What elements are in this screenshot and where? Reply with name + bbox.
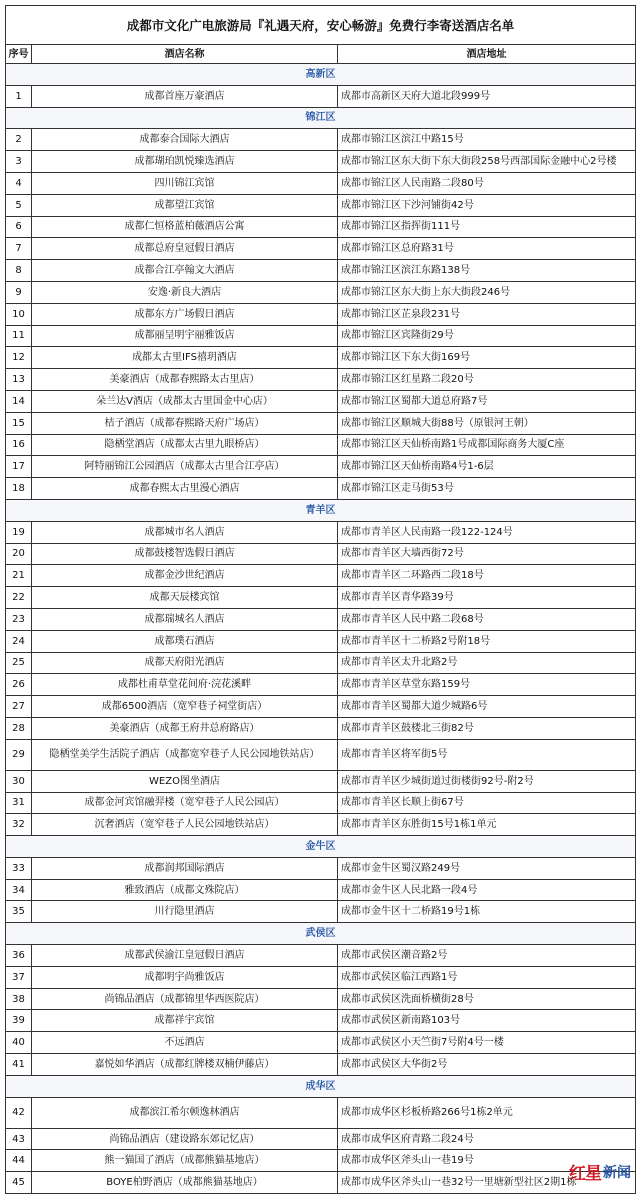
table-row [6,390,636,412]
hotel-name: 成都鼓楼智选假日酒店 [32,543,338,565]
hotel-name: 成都总府皇冠假日酒店 [32,238,338,260]
hotel-number: 20 [6,543,32,565]
hotel-address: 成都市成华区斧头山一巷19号 [338,1150,636,1172]
hotel-name: 成都璞石酒店 [32,630,338,652]
district-row [6,64,636,86]
hotel-number: 34 [6,879,32,901]
hotel-name: 沉奢酒店（宽窄巷子人民公园地铁站店） [32,814,338,836]
hotel-number: 45 [6,1172,32,1194]
hotel-address: 成都市青羊区人民中路二段68号 [338,608,636,630]
table-row [6,587,636,609]
hotel-number: 16 [6,434,32,456]
hotel-name: 成都6500酒店（宽窄巷子祠堂街店） [32,696,338,718]
hotel-name: 成都瑞城名人酒店 [32,608,338,630]
table-row [6,1150,636,1172]
hotel-number: 38 [6,988,32,1010]
table-row [6,434,636,456]
hotel-name: 成都杜甫草堂花间府·浣花溪畔 [32,674,338,696]
table-row [6,739,636,770]
district-row [6,107,636,129]
hotel-number: 14 [6,390,32,412]
hotel-number: 26 [6,674,32,696]
table-row [6,281,636,303]
hotel-number: 4 [6,172,32,194]
hotel-number: 33 [6,857,32,879]
table-row [6,1128,636,1150]
district-row [6,836,636,858]
table-row [6,565,636,587]
hotel-name: BOYE柏野酒店（成都熊猫基地店） [32,1172,338,1194]
hotel-address: 成都市武侯区大华街2号 [338,1054,636,1076]
watermark-red-text: 红星 [569,1164,601,1185]
hotel-address: 成都市青羊区长顺上街67号 [338,792,636,814]
district-name: 武侯区 [6,923,636,945]
hotel-name: 成都润邦国际酒店 [32,857,338,879]
table-row [6,1032,636,1054]
hotel-number: 43 [6,1128,32,1150]
table-row [6,194,636,216]
hotel-number: 21 [6,565,32,587]
hotel-address: 成都市锦江区东大街上东大街段246号 [338,281,636,303]
table-row [6,988,636,1010]
hotel-name: 四川锦江宾馆 [32,172,338,194]
table-row [6,792,636,814]
table-row [6,172,636,194]
table-title: 成都市文化广电旅游局『礼遇天府，安心畅游』免费行李寄送酒店名单 [6,6,636,45]
hotel-number: 5 [6,194,32,216]
hotel-address: 成都市锦江区天仙桥南路4号1-6层 [338,456,636,478]
hotel-number: 44 [6,1150,32,1172]
hotel-name: 成都天辰楼宾馆 [32,587,338,609]
hotel-number: 42 [6,1097,32,1128]
table-row [6,303,636,325]
table-row [6,717,636,739]
hotel-name: 成都天府阳光酒店 [32,652,338,674]
hotel-address: 成都市青羊区太升北路2号 [338,652,636,674]
hotel-number: 31 [6,792,32,814]
hotel-name: 尚锦品酒店（成都锦里华西医院店） [32,988,338,1010]
hotel-address: 成都市锦江区东大街下东大街段258号西部国际金融中心2号楼 [338,151,636,173]
hotel-name: 成都望江宾馆 [32,194,338,216]
hotel-address: 成都市成华区杉板桥路266号1栋2单元 [338,1097,636,1128]
hotel-number: 41 [6,1054,32,1076]
table-row [6,238,636,260]
hotel-number: 22 [6,587,32,609]
watermark-blue-text: 新闻 [603,1164,631,1181]
hotel-name: 成都瑚珀凯悦臻选酒店 [32,151,338,173]
hotel-number: 36 [6,945,32,967]
page [5,5,635,1194]
hotel-address: 成都市高新区天府大道北段999号 [338,85,636,107]
table-row [6,260,636,282]
table-row [6,325,636,347]
hotel-name: 成都丽呈明宇丽雅饭店 [32,325,338,347]
hotel-number: 1 [6,85,32,107]
hotel-number: 10 [6,303,32,325]
table-row [6,901,636,923]
hotel-number: 15 [6,412,32,434]
hotel-address: 成都市锦江区红星路二段20号 [338,369,636,391]
hotel-address: 成都市青羊区少城街道过街楼街92号-附2号 [338,770,636,792]
hotel-name: 美豪酒店（成都王府井总府路店） [32,717,338,739]
table-row [6,608,636,630]
hotel-name: 成都太古里IFS禧玥酒店 [32,347,338,369]
table-row [6,945,636,967]
district-name: 锦江区 [6,107,636,129]
hotel-name: 隐栖堂美学生活院子酒店（成都宽窄巷子人民公园地铁站店） [32,739,338,770]
district-name: 金牛区 [6,836,636,858]
table-row [6,478,636,500]
table-row [6,369,636,391]
hotel-address: 成都市锦江区顺城大街88号（原银河王朝） [338,412,636,434]
hotel-name: 成都武侯渝江皇冠假日酒店 [32,945,338,967]
hotel-name: 朵兰达V酒店（成都太古里国金中心店） [32,390,338,412]
hotel-address: 成都市武侯区新南路103号 [338,1010,636,1032]
hotel-name: 成都春熙太古里漫心酒店 [32,478,338,500]
district-name: 青羊区 [6,499,636,521]
hotel-number: 17 [6,456,32,478]
hotel-name: 成都东方广场假日酒店 [32,303,338,325]
table-row [6,216,636,238]
hotel-number: 18 [6,478,32,500]
hotel-number: 35 [6,901,32,923]
column-header-address: 酒店地址 [338,45,636,64]
table-row [6,412,636,434]
hotel-address: 成都市锦江区滨江东路138号 [338,260,636,282]
hotel-number: 3 [6,151,32,173]
hotel-address: 成都市武侯区洗面桥横街28号 [338,988,636,1010]
table-row [6,814,636,836]
district-row [6,1075,636,1097]
hotel-address: 成都市锦江区指挥街111号 [338,216,636,238]
hotel-number: 13 [6,369,32,391]
header-row [6,45,636,64]
hotel-address: 成都市锦江区总府路31号 [338,238,636,260]
hotel-address: 成都市成华区府青路二段24号 [338,1128,636,1150]
table-row [6,652,636,674]
table-row [6,857,636,879]
hotel-name: 川行隐里酒店 [32,901,338,923]
table-row [6,770,636,792]
hotel-number: 12 [6,347,32,369]
table-row [6,630,636,652]
hotel-address: 成都市锦江区人民南路二段80号 [338,172,636,194]
district-row [6,499,636,521]
hotel-number: 30 [6,770,32,792]
hotel-name: 尚锦品酒店（建设路东郊记忆店） [32,1128,338,1150]
table-row [6,966,636,988]
hotel-name: 隐栖堂酒店（成都太古里九眼桥店） [32,434,338,456]
district-name: 成华区 [6,1075,636,1097]
hotel-number: 29 [6,739,32,770]
hotel-address: 成都市青羊区草堂东路159号 [338,674,636,696]
hotel-name: 不远酒店 [32,1032,338,1054]
table-row [6,1054,636,1076]
table-row [6,1097,636,1128]
hotel-address: 成都市青羊区鼓楼北三街82号 [338,717,636,739]
hotel-name: 嘉悦如华酒店（成都红牌楼双楠伊藤店） [32,1054,338,1076]
table-row [6,347,636,369]
hotel-address: 成都市青羊区青华路39号 [338,587,636,609]
table-row [6,85,636,107]
hotel-name: 成都城市名人酒店 [32,521,338,543]
hotel-address: 成都市青羊区将军街5号 [338,739,636,770]
hotel-address: 成都市成华区斧头山一巷32号一里塘新型社区2期1栋 [338,1172,636,1194]
watermark-logo [569,1159,631,1184]
table-row [6,1010,636,1032]
table-row [6,696,636,718]
hotel-number: 28 [6,717,32,739]
hotel-number: 27 [6,696,32,718]
hotel-number: 23 [6,608,32,630]
hotel-address: 成都市锦江区下东大街169号 [338,347,636,369]
hotel-name: 成都金沙世纪酒店 [32,565,338,587]
hotel-name: 桔子酒店（成都春熙路天府广场店） [32,412,338,434]
hotel-table [5,5,636,1194]
hotel-name: 雅致酒店（成都文殊院店） [32,879,338,901]
hotel-number: 32 [6,814,32,836]
hotel-address: 成都市金牛区蜀汉路249号 [338,857,636,879]
hotel-address: 成都市锦江区天仙桥南路1号成都国际商务大厦C座 [338,434,636,456]
hotel-number: 8 [6,260,32,282]
hotel-name: 安逸·新良大酒店 [32,281,338,303]
hotel-name: 成都泰合国际大酒店 [32,129,338,151]
hotel-address: 成都市青羊区蜀都大道少城路6号 [338,696,636,718]
hotel-name: 阿特丽锦江公园酒店（成都太古里合江亭店） [32,456,338,478]
hotel-name: 成都祥宇宾馆 [32,1010,338,1032]
table-row [6,879,636,901]
hotel-name: 熊一猫国了酒店（成都熊猫基地店） [32,1150,338,1172]
hotel-name: 美豪酒店（成都春熙路太古里店） [32,369,338,391]
hotel-name: WEZO图坐酒店 [32,770,338,792]
hotel-number: 40 [6,1032,32,1054]
hotel-address: 成都市锦江区蜀都大道总府路7号 [338,390,636,412]
hotel-number: 2 [6,129,32,151]
hotel-address: 成都市锦江区滨江中路15号 [338,129,636,151]
hotel-number: 6 [6,216,32,238]
hotel-address: 成都市金牛区人民北路一段4号 [338,879,636,901]
table-row [6,151,636,173]
table-row [6,521,636,543]
hotel-address: 成都市武侯区潮音路2号 [338,945,636,967]
hotel-name: 成都滨江希尔顿逸林酒店 [32,1097,338,1128]
table-row [6,129,636,151]
hotel-address: 成都市青羊区人民南路一段122-124号 [338,521,636,543]
hotel-address: 成都市青羊区东胜街15号1栋1单元 [338,814,636,836]
hotel-address: 成都市锦江区宾隆街29号 [338,325,636,347]
hotel-address: 成都市青羊区十二桥路2号附18号 [338,630,636,652]
hotel-number: 11 [6,325,32,347]
table-row [6,674,636,696]
hotel-address: 成都市青羊区二环路西二段18号 [338,565,636,587]
hotel-number: 25 [6,652,32,674]
hotel-number: 37 [6,966,32,988]
column-header-no: 序号 [6,45,32,64]
hotel-name: 成都明宇尚雅饭店 [32,966,338,988]
hotel-address: 成都市金牛区十二桥路19号1栋 [338,901,636,923]
table-row [6,456,636,478]
hotel-address: 成都市锦江区下沙河铺街42号 [338,194,636,216]
hotel-address: 成都市武侯区小天竺街7号附4号一楼 [338,1032,636,1054]
table-row [6,543,636,565]
hotel-address: 成都市锦江区走马街53号 [338,478,636,500]
hotel-number: 7 [6,238,32,260]
hotel-name: 成都首座万豪酒店 [32,85,338,107]
hotel-number: 9 [6,281,32,303]
district-name: 高新区 [6,64,636,86]
hotel-name: 成都合江亭翰文大酒店 [32,260,338,282]
hotel-address: 成都市武侯区临江西路1号 [338,966,636,988]
column-header-name: 酒店名称 [32,45,338,64]
hotel-address: 成都市青羊区大墙西街72号 [338,543,636,565]
table-row [6,1172,636,1194]
hotel-number: 24 [6,630,32,652]
hotel-number: 19 [6,521,32,543]
hotel-address: 成都市锦江区芷泉段231号 [338,303,636,325]
hotel-number: 39 [6,1010,32,1032]
hotel-name: 成都金河宾馆融羿楼（宽窄巷子人民公园店） [32,792,338,814]
district-row [6,923,636,945]
table-body [6,64,636,1194]
hotel-name: 成都仁恒格蓝柏薇酒店公寓 [32,216,338,238]
